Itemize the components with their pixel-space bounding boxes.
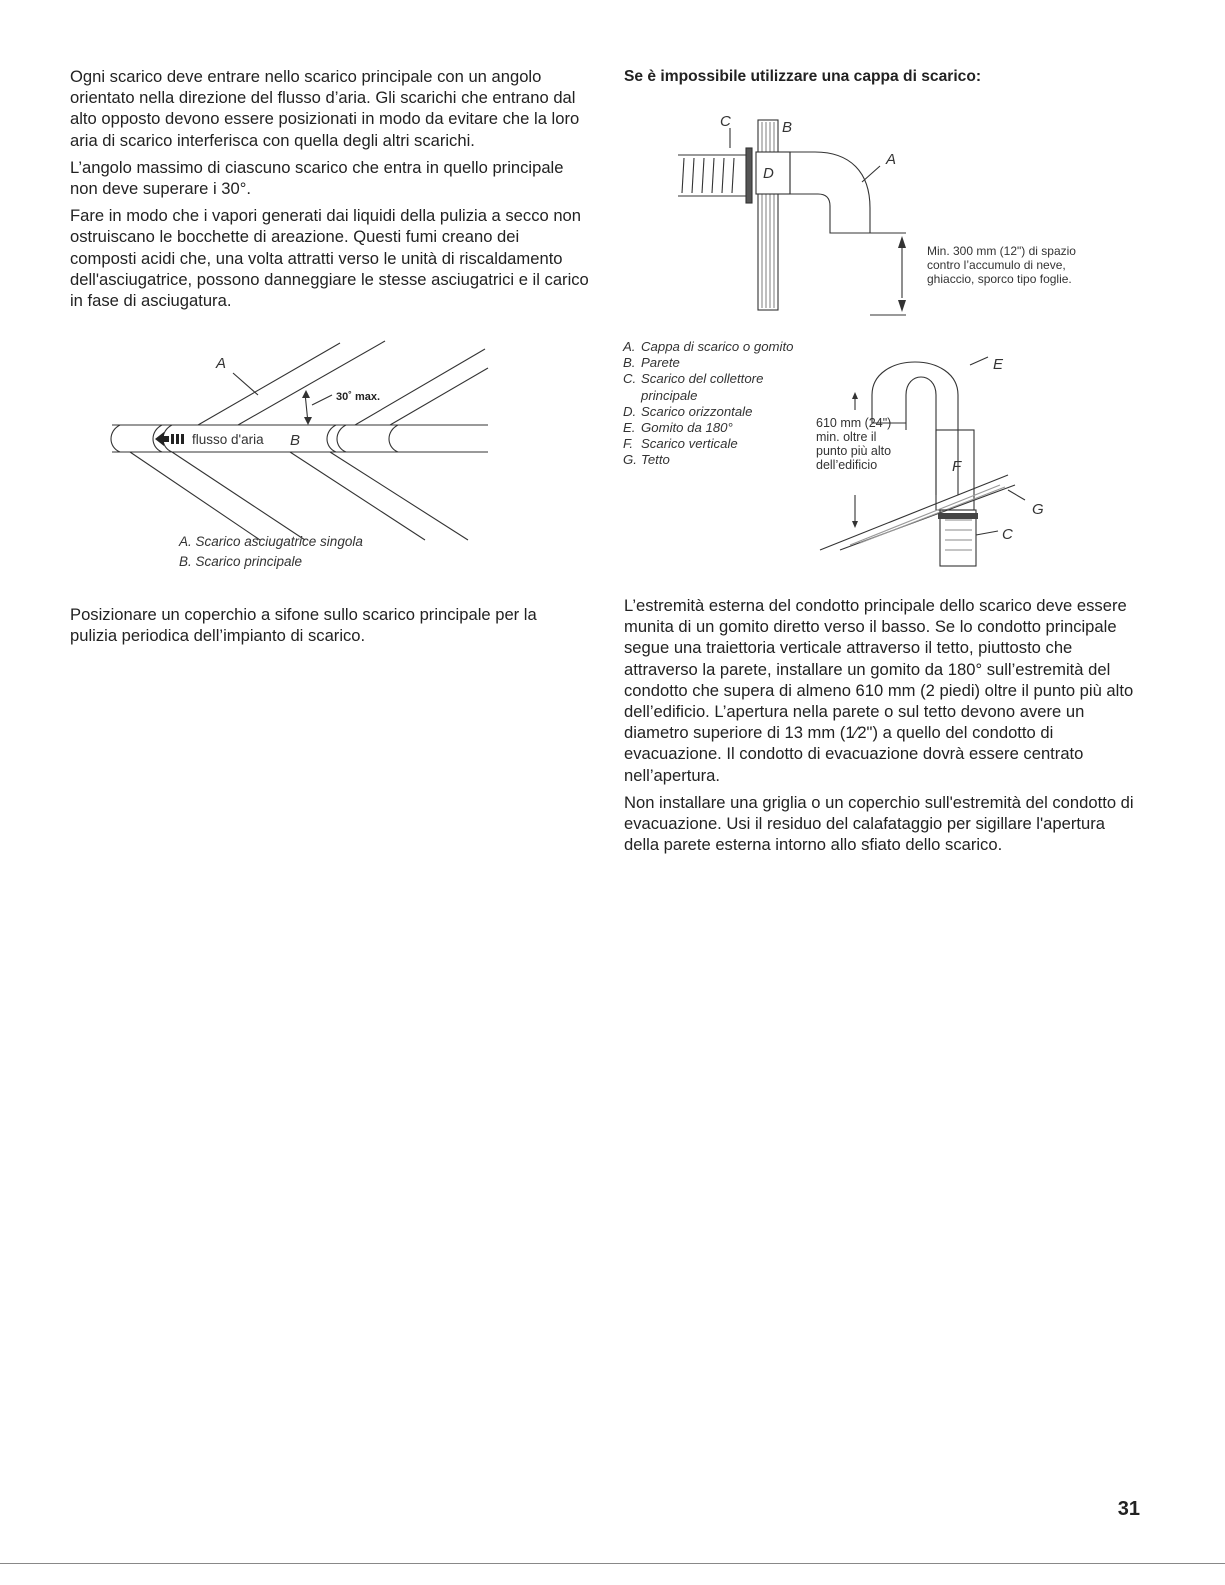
clearance-note-line: ghiaccio, sporco tipo foglie. [927,272,1072,286]
diagram-legend [623,339,811,469]
height-note-line: punto più alto [816,444,892,458]
clearance-note-line: contro l’accumulo di neve, [927,258,1066,272]
wall-label-c: C [720,113,731,130]
wall-elbow-diagram [670,108,1120,323]
height-note-line: 610 mm (24") [816,416,892,430]
right-column [624,66,1144,87]
paragraph-outer-end-elbow: L’estremità esterna del condotto principale dello scarico deve essere munita di un gomito diretto verso il basso. Se lo condotto principale segue una traiettoria verticale attraverso il tetto, piuttosto che attraverso la parete, installare un gomito da 180° sull’estremità del condotto che supera di almeno 610 mm (2 piedi) oltre il punto più alto dell’edificio. L’apertura nella parete o sul tetto devono avere un diametro superiore di 13 mm (1⁄2") a quello del condotto di evacuazione. Il condotto di evacuazione dovrà essere centrato nell’apertura. [624,596,1134,785]
roof-label-g: G [1032,501,1044,518]
height-note [816,416,891,472]
paragraph-exhaust-angle-direction: Ogni scarico deve entrare nello scarico principale con un angolo orientato nella direzione del flusso d’aria. Gli scarichi che entrano dal alto opposto devono essere posizionati in modo da evitare che la loro aria di scarico interferisca con quella degli altri scarichi. [70,67,580,150]
roof-label-f: F [952,458,962,475]
caption-a: A. Scarico asciugatrice singola [179,534,363,549]
right-body-text [624,595,1136,861]
paragraph-no-grille: Non installare una griglia o un coperchio sull'estremità del condotto di evacuazione. Usi il residuo del calafataggio per sigillare l'apertura della parete esterna intorno allo sfiato dello scarico. [624,792,1134,855]
roof-label-c: C [1002,526,1013,543]
caption-b: B. Scarico principale [179,554,303,569]
legend-item: C. Scarico del collettore principale [623,371,764,403]
clearance-note-line: Min. 300 mm (12") di spazio [927,244,1076,258]
junction-label-b: B [290,432,301,449]
legend-item: B. Parete [623,355,680,371]
paragraph-trap-cover: Posizionare un coperchio a sifone sullo scarico principale per la pulizia periodica dell’impianto di scarico. [70,605,537,646]
legend-item: D. Scarico orizzontale [623,403,753,419]
exhaust-junction-diagram [100,335,520,580]
section-heading: Se è impossibile utilizzare una cappa di scarico: [624,68,982,85]
left-column [70,66,590,317]
legend-item: A. Cappa di scarico o gomito [623,339,794,354]
paragraph-max-angle: L’angolo massimo di ciascuno scarico che entra in quello principale non deve superare i 30°. [70,157,564,199]
wall-label-b: B [782,119,793,136]
roof-label-e: E [993,356,1004,373]
paragraph-dry-cleaning-vapors: Fare in modo che i vapori generati dai liquidi della pulizia a secco non ostruiscano le bocchette di areazione. Questi fumi creano dei composti acidi che, una volta attratti verso le unità di riscaldamento dell'asciugatrice, possono danneggiare le stesse asciugatrici e il carico in fase di asciugatura. [70,206,589,311]
legend-item: E. Gomito da 180° [623,420,733,436]
legend-item: G. Tetto [623,452,670,468]
junction-label-a: A [216,355,227,372]
height-note-line: min. oltre il [816,430,877,444]
footer-rule [0,1563,1225,1564]
angle-label: 30˚ max. [336,391,381,403]
airflow-label: flusso d'aria [192,432,264,447]
clearance-note [927,244,1076,286]
legend-item: F. Scarico verticale [623,436,738,452]
height-note-line: dell’edificio [816,458,878,472]
wall-label-d: D [763,165,774,182]
wall-label-a: A [886,151,897,168]
page-number: 31 [1117,1498,1140,1520]
